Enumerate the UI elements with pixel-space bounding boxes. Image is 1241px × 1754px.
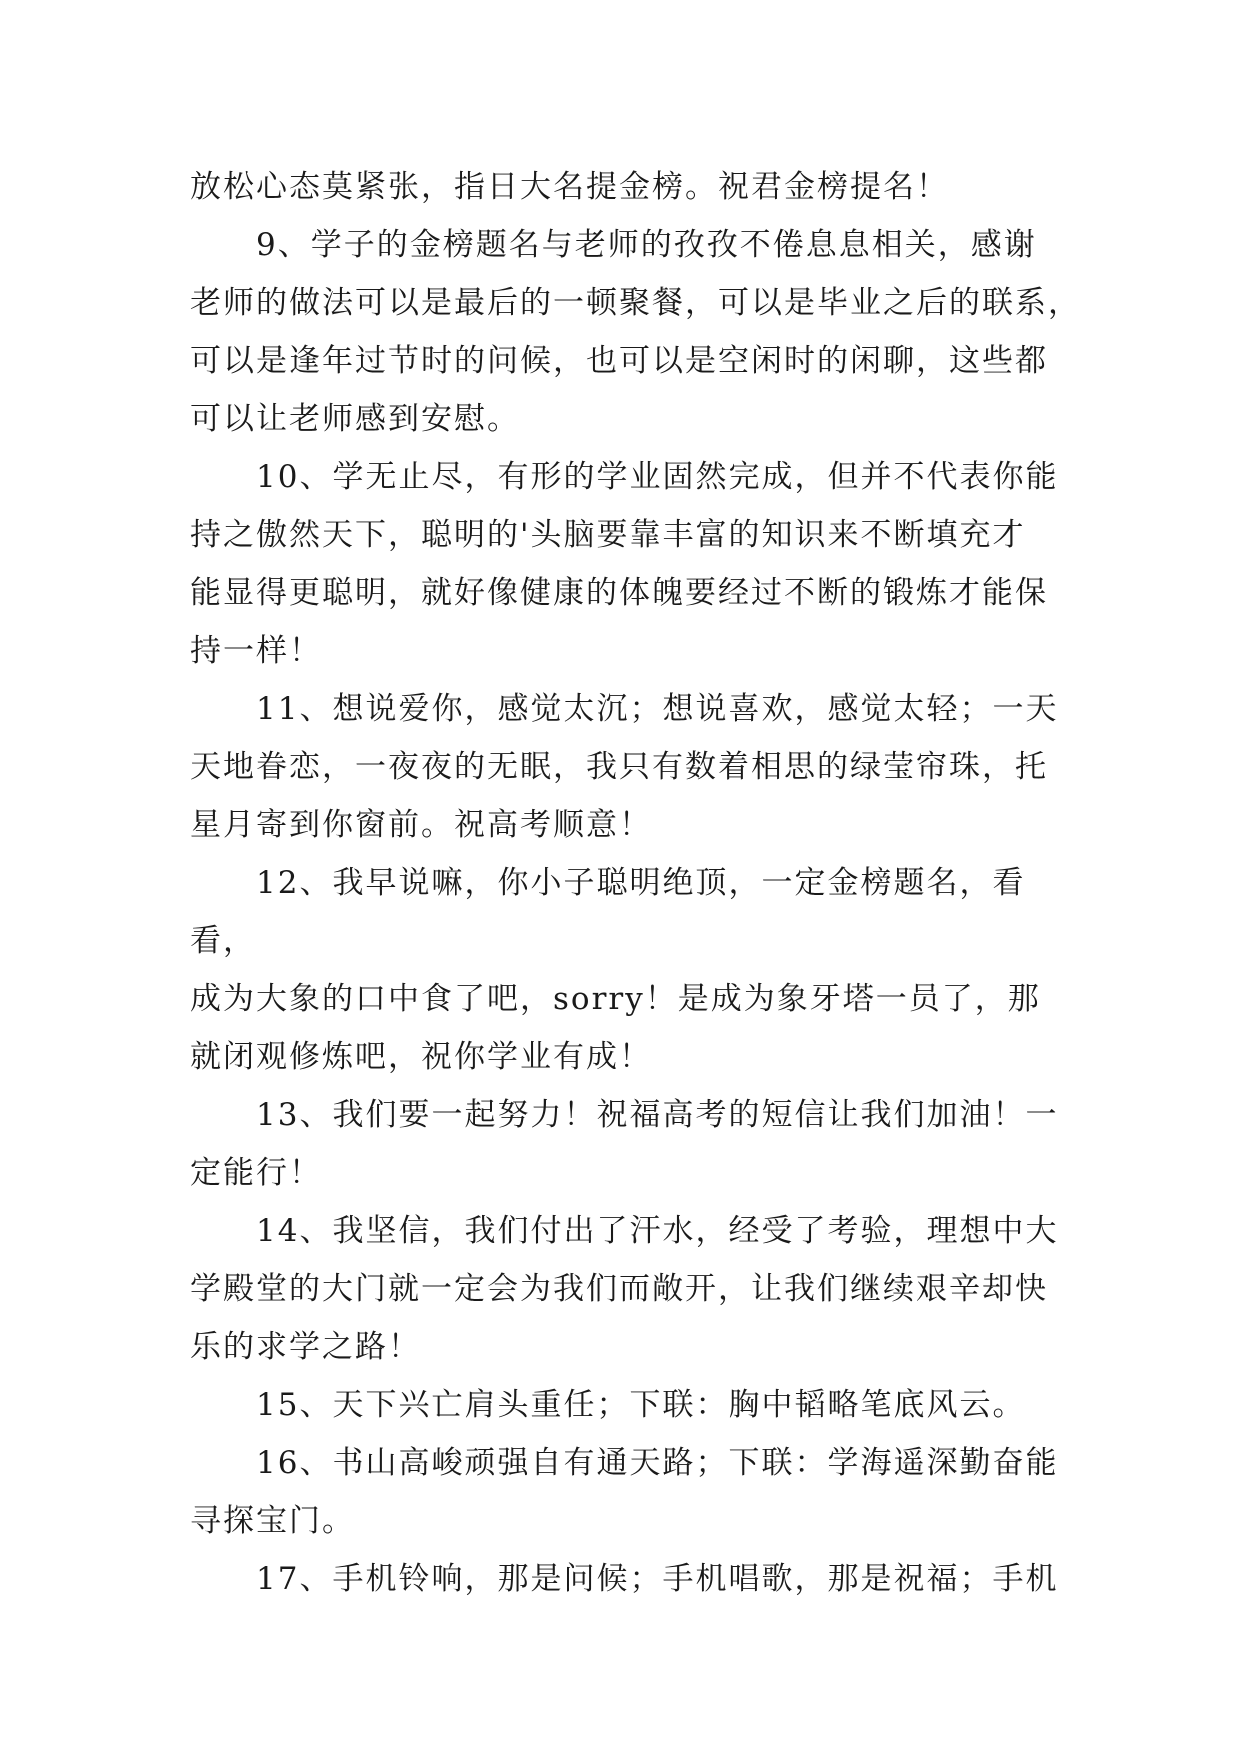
- paragraph-15: 15、天下兴亡肩头重任；下联：胸中韬略笔底风云。: [190, 1387, 1026, 1423]
- paragraph-16: 16、书山高峻顽强自有通天路；下联：学海遥深勤奋能 寻探宝门。: [190, 1445, 1059, 1539]
- document-body: [190, 158, 1090, 1608]
- paragraph-13: 13、我们要一起努力！祝福高考的短信让我们加油！一 定能行！: [190, 1097, 1059, 1191]
- paragraph-17: 17、手机铃响，那是问候；手机唱歌，那是祝福；手机: [190, 1561, 1059, 1597]
- paragraph-11: 11、想说爱你，感觉太沉；想说喜欢，感觉太轻；一天 天地眷恋，一夜夜的无眠，我只有数着相思的绿莹帘珠，托 星月寄到你窗前。祝高考顺意！: [190, 691, 1059, 843]
- paragraph-9: 9、学子的金榜题名与老师的孜孜不倦息息相关，感谢 老师的做法可以是最后的一顿聚餐，可以是毕业之后的联系， 可以是逢年过节时的问候，也可以是空闲时的闲聊，这些都 可以让老师感到安慰。: [190, 227, 1081, 437]
- paragraph-12: 12、我早说嘛，你小子聪明绝顶，一定金榜题名，看看， 成为大象的口中食了吧，sorry！是成为象牙塔一员了，那 就闭观修炼吧，祝你学业有成！: [190, 865, 1041, 1075]
- paragraph-14: 14、我坚信，我们付出了汗水，经受了考验，理想中大 学殿堂的大门就一定会为我们而敞开，让我们继续艰辛却快 乐的求学之路！: [190, 1213, 1059, 1365]
- paragraph-10: 10、学无止尽，有形的学业固然完成，但并不代表你能 持之傲然天下，聪明的'头脑要靠丰富的知识来不断填充才 能显得更聪明，就好像健康的体魄要经过不断的锻炼才能保 持一样！: [190, 459, 1059, 669]
- paragraph-continuation: 放松心态莫紧张，指日大名提金榜。祝君金榜提名！: [190, 169, 949, 205]
